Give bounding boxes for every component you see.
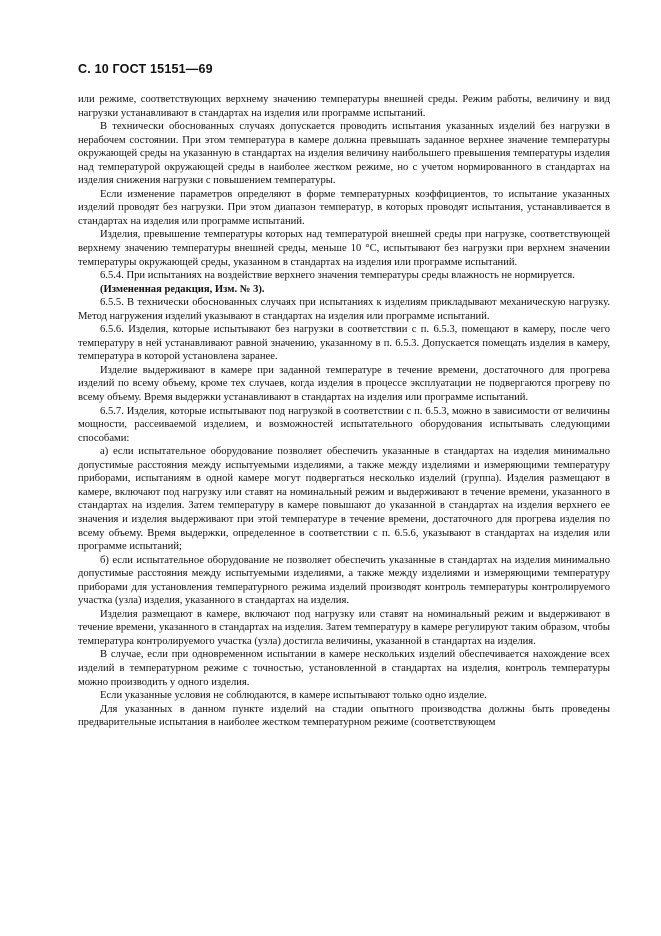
- document-body: [78, 93, 610, 730]
- paragraph: Если указанные условия не соблюдаются, в камере испытывают только одно изделие.: [100, 690, 487, 702]
- paragraph: б) если испытательное оборудование не позволяет обеспечить указанные в стандартах на изделия минимально допустимые расстояния между испытуемыми изделиями, а также между изделиями и измеряющими температуру приборами для установления температурного режима изделий производят контроль температуры контролируемого участка (узла) изделия, указанного в стандартах на изделия.: [78, 554, 610, 607]
- page-header: С. 10 ГОСТ 15151—69: [78, 62, 213, 76]
- paragraph: 6.5.4. При испытаниях на воздействие верхнего значения температуры среды влажность не нормируется.: [100, 270, 575, 282]
- paragraph: В случае, если при одновременном испытании в камере нескольких изделий обеспечивается нахождение всех изделий в температурном режиме с точностью, установленной в стандартах на изделия, контроль температуры можно производить у одного изделия.: [78, 649, 610, 688]
- paragraph: Для указанных в данном пункте изделий на стадии опытного производства должны быть проведены предварительные испытания в наиболее жестком температурном режиме (соответствующем: [78, 703, 610, 729]
- paragraph: Если изменение параметров определяют в форме температурных коэффициентов, то испытание указанных изделий проводят без нагрузки. При этом диапазон температур, в которых проводят испытания, устанавливается в стандартах на изделия или программе испытаний.: [78, 188, 610, 227]
- amendment-note: (Измененная редакция, Изм. № 3).: [100, 283, 265, 295]
- paragraph: а) если испытательное оборудование позволяет обеспечить указанные в стандартах на изделия минимально допустимые расстояния между испытуемыми изделиями, а также между изделиями и измеряющими температуру приборами, испытаниям в одной камере могут подвергаться несколько изделий (группа). Изделия размещают в камере, включают под нагрузку или ставят на номинальный режим и выдерживают в течение времени, указанного в стандартах на изделия. Затем температуру в камере повышают до указанной в стандартах на изделия верхнего ее значения и изделия выдерживают при этой температуре в течение времени, достаточного для прогрева изделия по всему объему. Время выдержки, определенное в соответствии с п. 6.5.6, указывают в стандартах на изделия или программе испытаний;: [78, 446, 610, 553]
- paragraph: или режиме, соответствующих верхнему значению температуры внешней среды. Режим работы, величину и вид нагрузки устанавливают в стандартах на изделия или программе испытаний.: [78, 94, 610, 119]
- paragraph: Изделие выдерживают в камере при заданной температуре в течение времени, достаточного для прогрева изделий по всему объему, кроме тех случаев, когда изделия в процессе эксплуатации не подвергаются прогреву по всему объему. Время выдержки устанавливают в стандартах на изделия или программе испытаний.: [78, 364, 610, 404]
- paragraph: 6.5.5. В технически обоснованных случаях при испытаниях к изделиям прикладывают механическую нагрузку. Метод нагружения изделий указывают в стандартах на изделия или программе испытаний.: [78, 297, 610, 322]
- paragraph: 6.5.7. Изделия, которые испытывают под нагрузкой в соответствии с п. 6.5.3, можно в зависимости от величины мощности, рассеиваемой изделием, и возможностей испытательного оборудования испытывать следующими способами:: [78, 405, 610, 444]
- paragraph: 6.5.6. Изделия, которые испытывают без нагрузки в соответствии с п. 6.5.3, помещают в камеру, после чего температуру в ней устанавливают равной значению, указанному в п. 6.5.3. Допускается помещать изделия в камеру, температура в которой установлена заранее.: [78, 324, 610, 363]
- paragraph: Изделия размещают в камере, включают под нагрузку или ставят на номинальный режим и выдерживают в течение времени, указанного в стандартах на изделия. Затем температуру в камере регулируют таким образом, чтобы температура контролируемого участка (узла) достигла величины, указанной в стандартах на изделия.: [78, 608, 610, 647]
- paragraph: В технически обоснованных случаях допускается проводить испытания указанных изделий без нагрузки в нерабочем состоянии. При этом температура в камере должна превышать заданное верхнее значение температуры окружающей среды на указанную в стандартах на изделия величину наибольшего превышения температуры изделия над температурой окружающей среды в наиболее жестком режиме, но с учетом нормированного в стандартах на изделия снижения нагрузки с повышением температуры.: [78, 121, 610, 187]
- paragraph: Изделия, превышение температуры которых над температурой внешней среды при нагрузке, соответствующей верхнему значению температуры внешней среды, меньше 10 °С, испытывают без нагрузки при верхнем значении температуры окружающей среды, указанном в стандартах на изделия или программе испытаний.: [78, 229, 610, 268]
